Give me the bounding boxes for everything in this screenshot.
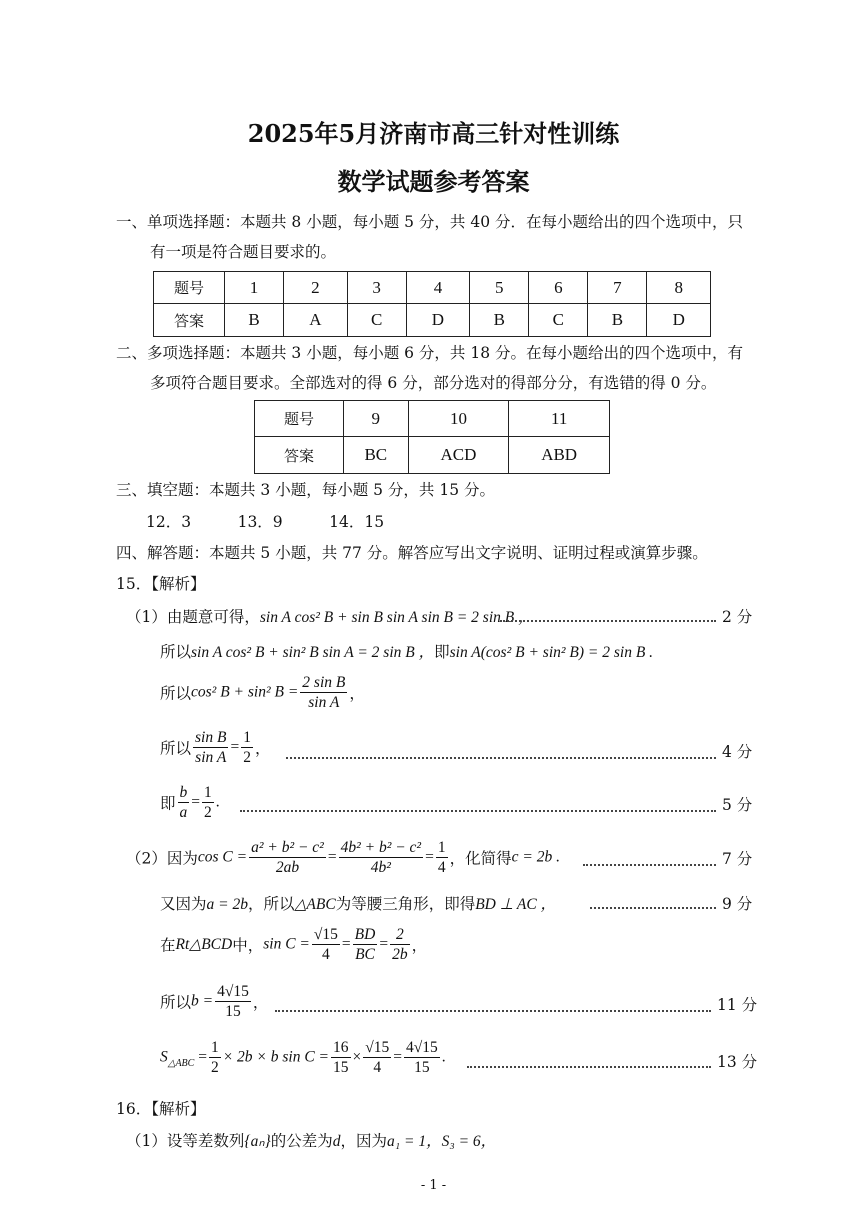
- section1-intro-line2: 有一项是符合题目要求的。: [150, 243, 337, 261]
- fraction: [241, 728, 253, 767]
- equation: △ABC: [294, 896, 336, 913]
- question-number: 6: [529, 272, 588, 304]
- fraction: [300, 673, 347, 712]
- fraction-numerator: √15: [313, 926, 338, 943]
- q15-part1-equation: sin A cos² B + sin B sin A sin B = 2 sin B ，: [259, 609, 534, 626]
- fraction: [390, 925, 410, 964]
- section2-intro-line1: 二、多项选择题：本题共 3 小题，每小题 6 分，共 18 分。在每小题给出的四个选项中，有: [116, 344, 744, 362]
- q15-line4: 所以 $\frac{\text{sin B}}{\text{sin A}}$ = $\frac{1}{2}$ ，: [160, 729, 271, 766]
- answer-cell: A: [284, 304, 348, 337]
- fraction-numerator: a² + b² − c²: [251, 839, 324, 856]
- text-prefix: 所以: [160, 739, 192, 758]
- q15-line2: [160, 640, 653, 662]
- equation: {aₙ}: [244, 1133, 271, 1150]
- fraction-denominator: 2ab: [275, 859, 300, 876]
- fraction-numerator: 1: [210, 1039, 219, 1056]
- text-prefix: 所以: [160, 993, 192, 1012]
- equation: sin A(cos² B + sin² B) = 2 sin B .: [449, 644, 654, 661]
- equation: cos C =: [197, 848, 248, 866]
- table-header-label: 题号: [154, 272, 225, 304]
- fraction: [209, 1038, 221, 1077]
- dotted-leader: [467, 1066, 711, 1068]
- fill-blank-answers: 12．3 13．9 14．15: [146, 513, 385, 531]
- answer-cell: ABD: [509, 437, 610, 474]
- fraction-denominator: 4b²: [370, 859, 391, 876]
- fraction-denominator: sin A: [195, 749, 227, 766]
- question-number: 2: [284, 272, 348, 304]
- section4-intro: 四、解答题：本题共 5 小题，共 77 分。解答应写出文字说明、证明过程或演算步骤。: [116, 544, 708, 562]
- score-label: 11 分: [717, 996, 758, 1014]
- text-prefix: 又因为: [160, 895, 207, 913]
- question-number: 7: [588, 272, 647, 304]
- equation: cos² B + sin² B =: [191, 683, 299, 701]
- fraction: [312, 925, 340, 964]
- fraction: [331, 1038, 351, 1077]
- table-answer-label: 答案: [255, 437, 344, 474]
- q16-part1-line: [126, 1129, 496, 1151]
- fraction-denominator: 2: [210, 1059, 219, 1076]
- q15-line3: 所以cos² B + sin² B = $\frac{\text{2 sin B}}{\text{sin A}}$ ，: [160, 674, 365, 711]
- fraction-numerator: 1: [437, 839, 446, 856]
- dotted-leader: [275, 1010, 711, 1012]
- fraction-denominator: 15: [225, 1003, 241, 1020]
- section3-intro: 三、填空题：本题共 3 小题，每小题 5 分，共 15 分。: [116, 481, 496, 499]
- fraction-denominator: 2: [204, 804, 212, 821]
- text-prefix: 即: [160, 794, 176, 813]
- q15-line9: 所以b = $\frac{4√15}{15}$ ，: [160, 983, 269, 1020]
- equation: sin A cos² B + sin² B sin A = 2 sin B ，: [191, 644, 435, 661]
- fraction-numerator: 4√15: [406, 1039, 438, 1056]
- equation: a = 2b: [206, 896, 248, 913]
- fraction-denominator: 2b: [392, 946, 408, 963]
- fraction-numerator: 1: [243, 729, 251, 746]
- fraction-denominator: a: [179, 804, 188, 821]
- question-number: 4: [406, 272, 470, 304]
- answer-cell: C: [347, 304, 406, 337]
- equation: S: [160, 1048, 168, 1066]
- question-number: 3: [347, 272, 406, 304]
- question-number: 8: [647, 272, 711, 304]
- text-prefix: 所以: [160, 684, 192, 703]
- equation: a₁ = 1，S₃ = 6，: [386, 1133, 497, 1150]
- q15-line7: [160, 892, 556, 914]
- fraction: [404, 1038, 440, 1077]
- fraction-denominator: 4: [322, 946, 330, 963]
- text-connector: 即: [434, 643, 450, 661]
- fraction-numerator: BD: [354, 926, 376, 943]
- text-connector: ，化简得: [449, 849, 512, 868]
- fraction: [202, 783, 214, 822]
- fraction: [249, 838, 326, 877]
- fraction-numerator: 2: [390, 925, 410, 945]
- fraction-denominator: 2: [243, 749, 251, 766]
- equation: d: [332, 1133, 341, 1150]
- dotted-leader: [240, 810, 716, 812]
- score-label: 13 分: [717, 1053, 758, 1071]
- dotted-leader: [500, 620, 716, 622]
- table-header-label: 题号: [255, 401, 344, 437]
- text-connector: 的公差为: [270, 1132, 333, 1150]
- fraction: [215, 982, 251, 1021]
- question-number: 10: [408, 401, 509, 437]
- dotted-leader: [583, 864, 716, 866]
- fraction-numerator: 16: [333, 1039, 349, 1056]
- fraction-numerator: sin B: [195, 729, 227, 746]
- fraction-numerator: 4√15: [217, 983, 249, 1000]
- equation: × 2b × b sin C =: [222, 1048, 330, 1066]
- equation: b =: [191, 992, 214, 1010]
- section1-intro-line1: 一、单项选择题：本题共 8 小题，每小题 5 分，共 40 分．在每小题给出的四个选项中，只: [116, 213, 744, 231]
- q15-line10: $S_{\triangle ABC}$ = $\frac{1}{2}$ × 2b × b sin C = $\frac{16}{15}$ × $\frac{√15}{4}$ = $\frac{4√15}{15}$ .: [160, 1039, 446, 1076]
- text-connector: 中，: [232, 936, 264, 955]
- score-label: 9 分: [722, 895, 753, 913]
- fraction-denominator: 15: [333, 1059, 349, 1076]
- answer-cell: BC: [344, 437, 409, 474]
- score-label: 7 分: [722, 850, 753, 868]
- answer-cell: B: [470, 304, 529, 337]
- fraction-denominator: BC: [355, 946, 375, 963]
- q16-heading: 16．【解析】: [116, 1100, 206, 1118]
- text-prefix: 所以: [160, 643, 192, 661]
- question-number: 9: [344, 401, 409, 437]
- score-label: 4 分: [722, 743, 753, 761]
- fraction-numerator: 4b² + b² − c²: [340, 839, 422, 856]
- text-connector: 为等腰三角形，即得: [335, 895, 476, 913]
- question-number: 1: [225, 272, 284, 304]
- section1-answer-table: [153, 271, 711, 337]
- fraction-numerator: b: [179, 784, 188, 801]
- fraction: [363, 1038, 391, 1077]
- text-connector: ，因为: [340, 1132, 387, 1150]
- answer-cell: D: [406, 304, 470, 337]
- section2-intro-line2: 多项符合题目要求。全部选对的得 6 分，部分选对的得部分分，有选错的得 0 分。: [150, 374, 717, 392]
- page-title: 2025年5月济南市高三针对性训练: [247, 119, 620, 148]
- table-answer-label: 答案: [154, 304, 225, 337]
- fraction-denominator: sin A: [308, 694, 340, 711]
- fraction: [436, 838, 448, 877]
- section2-answer-table: [254, 400, 610, 474]
- dotted-leader: [286, 757, 716, 759]
- fraction: [339, 838, 424, 877]
- equation: c = 2b .: [511, 848, 560, 866]
- text-prefix: 在: [160, 936, 176, 955]
- fraction-numerator: √15: [365, 1039, 390, 1056]
- equation: sin C =: [263, 935, 310, 953]
- q15-part1-label: （1）由题意可得，: [126, 608, 260, 626]
- answer-cell: C: [529, 304, 588, 337]
- score-label: 5 分: [722, 796, 753, 814]
- fraction: [353, 925, 378, 964]
- page-number: - 1 -: [420, 1178, 447, 1193]
- answer-cell: D: [647, 304, 711, 337]
- q15-part2-line: （2）因为cos C = $\frac{\text{a² + b² − c²}}{2ab}$ = $\frac{\text{4b² + b² − c²}}{\text{4b²}}$ = $\frac{1}{4}$ ，化简得c = 2b .: [126, 839, 560, 876]
- fraction-denominator: 4: [437, 859, 446, 876]
- q15-part2-label: （2）因为: [126, 849, 198, 868]
- dotted-leader: [590, 907, 716, 909]
- fraction-numerator: 2 sin B: [302, 674, 346, 691]
- q15-heading: 15．【解析】: [116, 575, 206, 593]
- question-number: 11: [509, 401, 610, 437]
- fraction: [193, 728, 228, 767]
- fraction-denominator: 15: [414, 1059, 430, 1076]
- answer-cell: ACD: [408, 437, 509, 474]
- equation: Rt△BCD: [175, 936, 233, 953]
- answer-cell: B: [588, 304, 647, 337]
- fraction-numerator: 1: [204, 784, 212, 801]
- text-connector: ，所以: [247, 895, 295, 913]
- q15-line8: 在Rt△BCD中，sin C = $\frac{√15}{4}$ = $\frac{BD}{BC}$ = $\frac{2}{2b}$ ，: [160, 926, 428, 963]
- equation: BD ⊥ AC ，: [475, 896, 557, 913]
- q15-line5: 即 $\frac{b}{a}$ = $\frac{1}{2}$ .: [160, 784, 220, 821]
- answer-cell: B: [225, 304, 284, 337]
- fraction: [178, 783, 190, 822]
- q15-part1-line: [126, 605, 534, 627]
- fraction-denominator: 4: [373, 1059, 382, 1076]
- question-number: 5: [470, 272, 529, 304]
- q16-part1-label: （1）设等差数列: [126, 1132, 245, 1150]
- equation-subscript: △ABC: [167, 1058, 195, 1069]
- score-label: 2 分: [722, 608, 753, 626]
- page-subtitle: 数学试题参考答案: [337, 167, 530, 196]
